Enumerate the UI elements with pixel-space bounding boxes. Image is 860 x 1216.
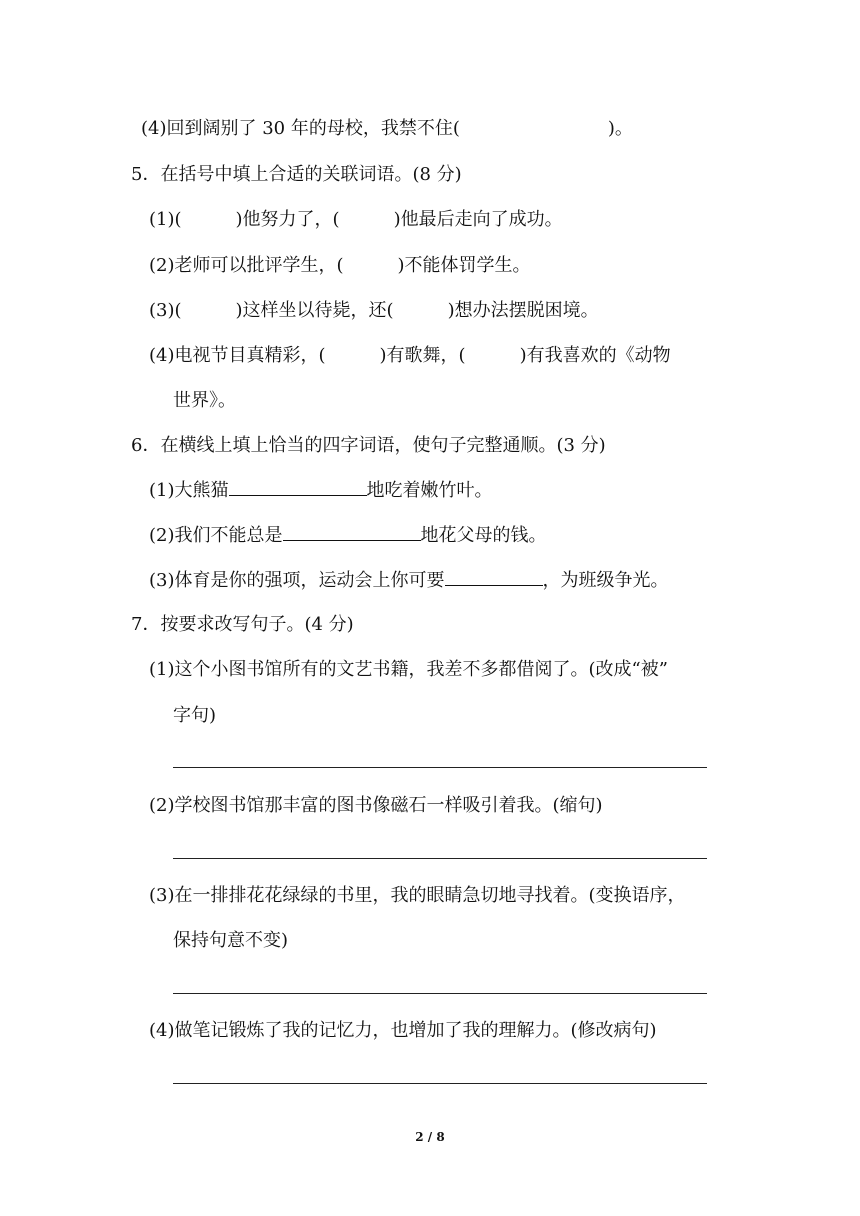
q7-item-3: (3)在一排排花花绿绿的书里，我的眼睛急切地寻找着。(变换语序，	[149, 885, 686, 906]
q7-item-4: (4)做笔记锻炼了我的记忆力，也增加了我的理解力。(修改病句)	[149, 1020, 657, 1041]
answer-line[interactable]	[173, 767, 707, 768]
q5-item-4-continued: 世界》。	[173, 390, 236, 411]
fill-line[interactable]	[445, 569, 543, 586]
q5-item-4: (4)电视节目真精彩，( )有歌舞，( )有我喜欢的《动物	[149, 345, 671, 366]
q7-title: 7．按要求改写句子。(4 分)	[131, 614, 354, 635]
page-number: 2 / 8	[415, 1130, 445, 1144]
q7-item-1: (1)这个小图书馆所有的文艺书籍，我差不多都借阅了。(改成“被”	[149, 659, 668, 680]
q7-item-2: (2)学校图书馆那丰富的图书像磁石一样吸引着我。(缩句)	[149, 795, 603, 816]
answer-line[interactable]	[173, 1083, 707, 1084]
q6-item-3: (3)体育是你的强项，运动会上你可要 ，为班级争光。	[149, 570, 669, 591]
q6-title: 6．在横线上填上恰当的四字词语，使句子完整通顺。(3 分)	[131, 435, 606, 456]
fill-line[interactable]	[229, 479, 367, 496]
q6-item-1: (1)大熊猫 地吃着嫩竹叶。	[149, 480, 493, 501]
answer-line[interactable]	[173, 858, 707, 859]
q7-item-3-continued: 保持句意不变)	[173, 930, 289, 951]
fill-line[interactable]	[283, 524, 421, 541]
q5-item-2: (2)老师可以批评学生，( )不能体罚学生。	[149, 255, 531, 276]
q5-title: 5．在括号中填上合适的关联词语。(8 分)	[131, 164, 462, 185]
q5-item-3: (3)( )这样坐以待毙，还( )想办法摆脱困境。	[149, 300, 599, 321]
q4-item-4: (4)回到阔别了 30 年的母校，我禁不住( )。	[141, 118, 633, 139]
q5-item-1: (1)( )他努力了，( )他最后走向了成功。	[149, 209, 563, 230]
q6-item-2: (2)我们不能总是 地花父母的钱。	[149, 525, 547, 546]
q7-item-1-continued: 字句)	[173, 705, 217, 726]
answer-line[interactable]	[173, 993, 707, 994]
